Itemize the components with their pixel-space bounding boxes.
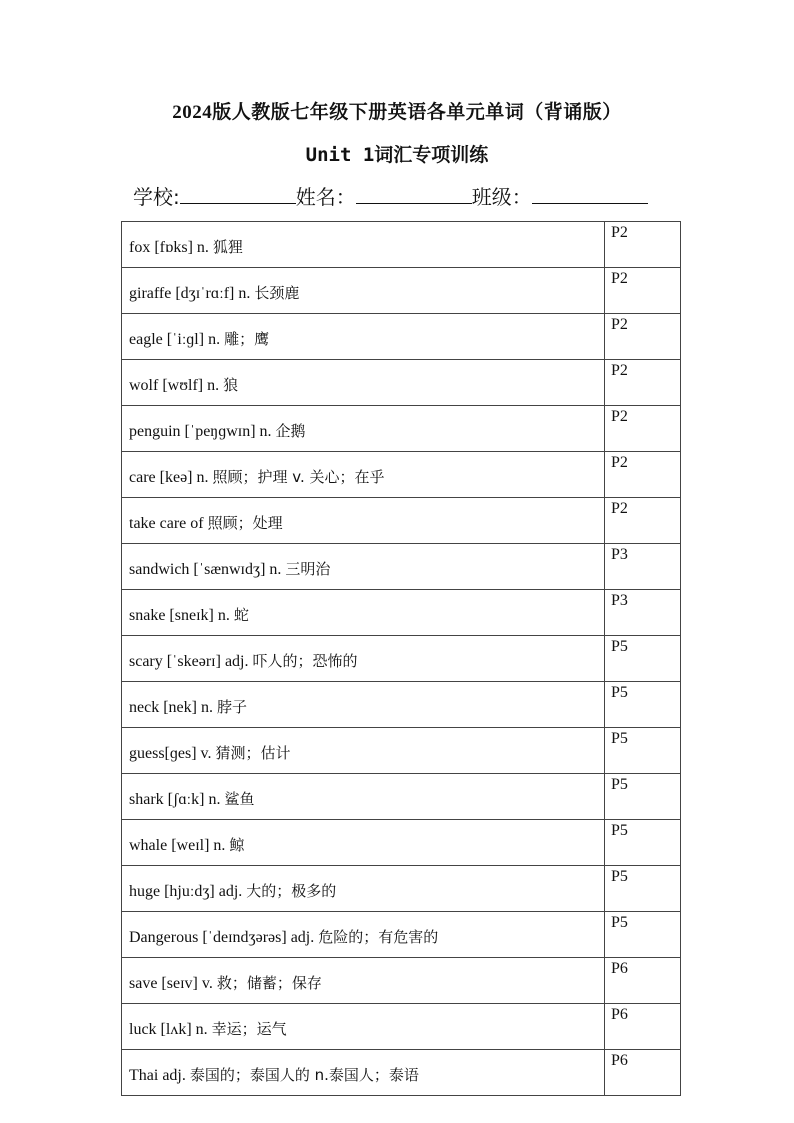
word-chinese: 幸运；运气 — [211, 1020, 287, 1038]
page-ref: P2 — [605, 406, 681, 452]
word-chinese: 长颈鹿 — [254, 284, 300, 302]
vocab-table — [121, 221, 681, 1096]
page-ref: P3 — [605, 544, 681, 590]
student-info-line — [133, 181, 648, 210]
word-chinese: 泰国的；泰国人的 n.泰国人；泰语 — [189, 1066, 419, 1084]
page-ref: P5 — [605, 636, 681, 682]
vocab-row — [122, 406, 681, 452]
word-english: take care of — [129, 515, 204, 532]
word-english: whale [weɪl] n. — [129, 837, 226, 854]
page-ref: P2 — [605, 314, 681, 360]
page-ref: P5 — [605, 682, 681, 728]
vocab-row — [122, 544, 681, 590]
word-chinese: 危险的；有危害的 — [318, 928, 439, 946]
word-cell — [122, 636, 605, 682]
vocab-row — [122, 820, 681, 866]
vocab-row — [122, 268, 681, 314]
word-chinese: 大的；极多的 — [246, 882, 337, 900]
word-english: wolf [wʊlf] n. — [129, 377, 220, 394]
word-chinese: 狼 — [223, 376, 239, 394]
word-cell — [122, 682, 605, 728]
page-ref: P5 — [605, 866, 681, 912]
word-cell — [122, 774, 605, 820]
word-cell — [122, 222, 605, 268]
class-label: 班级： — [471, 185, 532, 209]
word-chinese: 吓人的；恐怖的 — [252, 652, 358, 670]
word-english: Thai adj. — [129, 1067, 186, 1084]
word-english: eagle [ˈiːɡl] n. — [129, 331, 221, 348]
word-cell — [122, 728, 605, 774]
word-cell — [122, 544, 605, 590]
word-english: save [seɪv] v. — [129, 975, 213, 992]
word-english: guess[ɡes] v. — [129, 745, 212, 762]
page-ref: P2 — [605, 268, 681, 314]
word-chinese: 照顾；护理 v. 关心；在乎 — [212, 468, 385, 486]
vocab-row — [122, 590, 681, 636]
vocab-row — [122, 360, 681, 406]
page-ref: P2 — [605, 498, 681, 544]
word-english: scary [ˈskeərɪ] adj. — [129, 653, 249, 670]
word-english: neck [nek] n. — [129, 699, 213, 716]
page-ref: P3 — [605, 590, 681, 636]
word-chinese: 雕；鹰 — [224, 330, 270, 348]
word-cell — [122, 866, 605, 912]
word-english: penguin [ˈpeŋɡwɪn] n. — [129, 423, 272, 440]
vocab-row — [122, 1050, 681, 1096]
word-cell — [122, 498, 605, 544]
word-chinese: 鲸 — [229, 836, 245, 854]
word-cell — [122, 314, 605, 360]
vocab-row — [122, 682, 681, 728]
page-ref: P5 — [605, 912, 681, 958]
word-cell — [122, 360, 605, 406]
word-chinese: 救；储蓄；保存 — [216, 974, 322, 992]
vocab-row — [122, 912, 681, 958]
word-chinese: 脖子 — [216, 698, 247, 716]
word-english: shark [ʃɑːk] n. — [129, 791, 221, 808]
word-cell — [122, 1050, 605, 1096]
page-ref: P5 — [605, 820, 681, 866]
page-ref: P6 — [605, 958, 681, 1004]
page-ref: P2 — [605, 360, 681, 406]
vocab-row — [122, 1004, 681, 1050]
word-chinese: 鲨鱼 — [224, 790, 255, 808]
word-english: luck [lʌk] n. — [129, 1021, 208, 1038]
page-ref: P6 — [605, 1050, 681, 1096]
word-cell — [122, 268, 605, 314]
vocab-row — [122, 314, 681, 360]
page-ref: P5 — [605, 728, 681, 774]
word-english: care [keə] n. — [129, 469, 209, 486]
school-label: 学校: — [133, 185, 180, 209]
word-cell — [122, 958, 605, 1004]
word-chinese: 三明治 — [285, 560, 331, 578]
word-english: huge [hjuːdʒ] adj. — [129, 883, 243, 900]
word-chinese: 照顾；处理 — [207, 514, 283, 532]
vocab-row — [122, 498, 681, 544]
page-ref: P2 — [605, 222, 681, 268]
page-title: 2024版人教版七年级下册英语各单元单词（背诵版） — [172, 102, 622, 123]
name-blank[interactable] — [356, 185, 472, 204]
word-cell — [122, 590, 605, 636]
word-chinese: 狐狸 — [212, 238, 243, 256]
word-chinese: 猜测；估计 — [215, 744, 291, 762]
vocab-row — [122, 636, 681, 682]
word-cell — [122, 452, 605, 498]
page-ref: P5 — [605, 774, 681, 820]
unit-subtitle: Unit 1词汇专项训练 — [305, 144, 489, 166]
word-english: fox [fɒks] n. — [129, 239, 209, 256]
word-cell — [122, 912, 605, 958]
word-cell — [122, 406, 605, 452]
vocab-table-body — [122, 222, 681, 1096]
vocab-row — [122, 728, 681, 774]
word-chinese: 蛇 — [233, 606, 249, 624]
word-english: sandwich [ˈsænwɪdʒ] n. — [129, 561, 282, 578]
vocab-row — [122, 222, 681, 268]
word-chinese: 企鹅 — [275, 422, 306, 440]
word-english: giraffe [dʒɪˈrɑːf] n. — [129, 285, 251, 302]
class-blank[interactable] — [532, 185, 648, 204]
word-cell — [122, 820, 605, 866]
name-label: 姓名： — [295, 185, 356, 209]
word-cell — [122, 1004, 605, 1050]
word-english: snake [sneɪk] n. — [129, 607, 230, 624]
vocab-row — [122, 452, 681, 498]
vocab-row — [122, 866, 681, 912]
page-ref: P6 — [605, 1004, 681, 1050]
school-blank[interactable] — [180, 185, 296, 204]
vocab-row — [122, 958, 681, 1004]
vocab-row — [122, 774, 681, 820]
page-ref: P2 — [605, 452, 681, 498]
word-english: Dangerous [ˈdeɪndʒərəs] adj. — [129, 929, 315, 946]
